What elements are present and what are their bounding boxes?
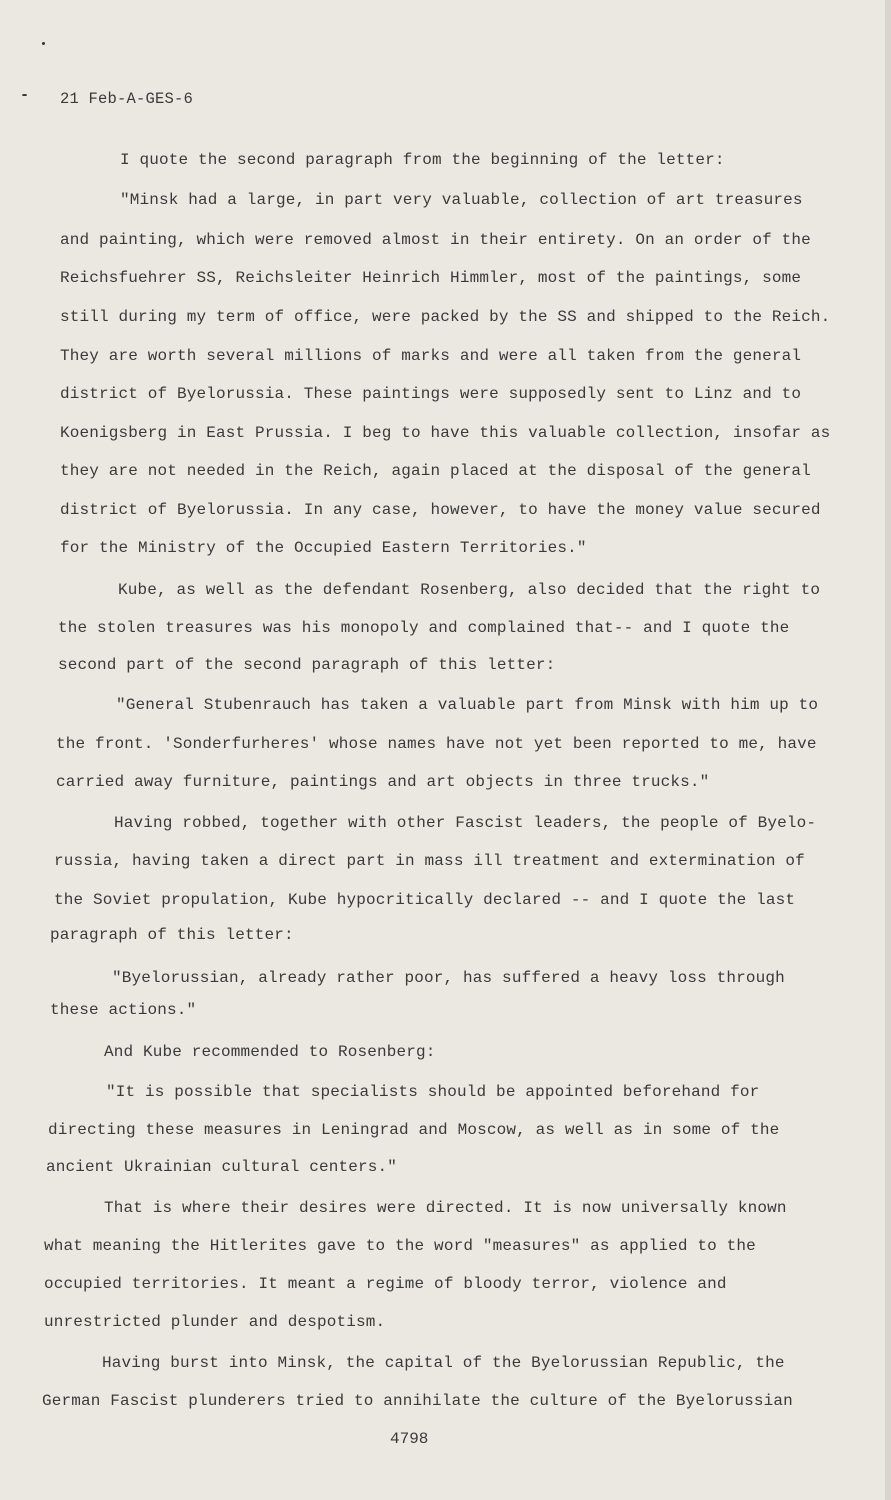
text-line: Having robbed, together with other Fascist leaders, the people of Byelo- <box>114 814 817 832</box>
text-line: the stolen treasures was his monopoly and complained that-- and I quote the <box>58 619 790 637</box>
speck-mark <box>42 42 45 45</box>
text-line: the front. 'Sonderfurheres' whose names have not yet been reported to me, have <box>56 735 817 753</box>
text-line: russia, having taken a direct part in mass ill treatment and extermination of <box>54 852 805 870</box>
text-line: and painting, which were removed almost in their entirety. On an order of the <box>60 231 811 249</box>
text-line: "Minsk had a large, in part very valuable, collection of art treasures <box>120 191 803 209</box>
text-line: they are not needed in the Reich, again placed at the disposal of the general <box>60 462 811 480</box>
text-line: for the Ministry of the Occupied Eastern Territories." <box>60 539 587 557</box>
text-line: Reichsfuehrer SS, Reichsleiter Heinrich Himmler, most of the paintings, some <box>60 269 802 287</box>
text-line: the Soviet propulation, Kube hypocritically declared -- and I quote the last <box>54 891 796 909</box>
page-number: 4798 <box>390 1430 429 1448</box>
text-line: Koenigsberg in East Prussia. I beg to have this valuable collection, insofar as <box>60 424 831 442</box>
document-header: 21 Feb-A-GES-6 <box>60 90 194 108</box>
text-line: second part of the second paragraph of this letter: <box>58 656 556 674</box>
text-line: paragraph of this letter: <box>50 926 294 944</box>
text-line: I quote the second paragraph from the beginning of the letter: <box>120 151 725 169</box>
text-line: "General Stubenrauch has taken a valuable part from Minsk with him up to <box>116 696 819 714</box>
page-edge <box>885 0 891 1500</box>
text-line: That is where their desires were directed. It is now universally known <box>104 1199 787 1217</box>
text-line: Kube, as well as the defendant Rosenberg, also decided that the right to <box>118 581 821 599</box>
text-line: occupied territories. It meant a regime of bloody terror, violence and <box>44 1275 727 1293</box>
text-line: "Byelorussian, already rather poor, has suffered a heavy loss through <box>112 969 785 987</box>
text-line: And Kube recommended to Rosenberg: <box>104 1043 436 1061</box>
text-line: They are worth several millions of marks and were all taken from the general <box>60 347 802 365</box>
text-line: unrestricted plunder and despotism. <box>44 1313 386 1331</box>
text-line: district of Byelorussia. These paintings were supposedly sent to Linz and to <box>60 385 802 403</box>
text-line: directing these measures in Leningrad and Moscow, as well as in some of the <box>48 1121 780 1139</box>
text-line: German Fascist plunderers tried to annihilate the culture of the Byelorussian <box>42 1392 793 1410</box>
text-line: Having burst into Minsk, the capital of the Byelorussian Republic, the <box>102 1354 785 1372</box>
text-line: district of Byelorussia. In any case, however, to have the money value secured <box>60 501 821 519</box>
text-line: still during my term of office, were packed by the SS and shipped to the Reich. <box>60 308 831 326</box>
text-line: ancient Ukrainian cultural centers." <box>46 1158 398 1176</box>
text-line: these actions." <box>50 1001 197 1019</box>
text-line: what meaning the Hitlerites gave to the word "measures" as applied to the <box>44 1237 756 1255</box>
speck-mark <box>22 94 27 96</box>
text-line: carried away furniture, paintings and art objects in three trucks." <box>56 773 710 791</box>
text-line: "It is possible that specialists should be appointed beforehand for <box>106 1083 760 1101</box>
